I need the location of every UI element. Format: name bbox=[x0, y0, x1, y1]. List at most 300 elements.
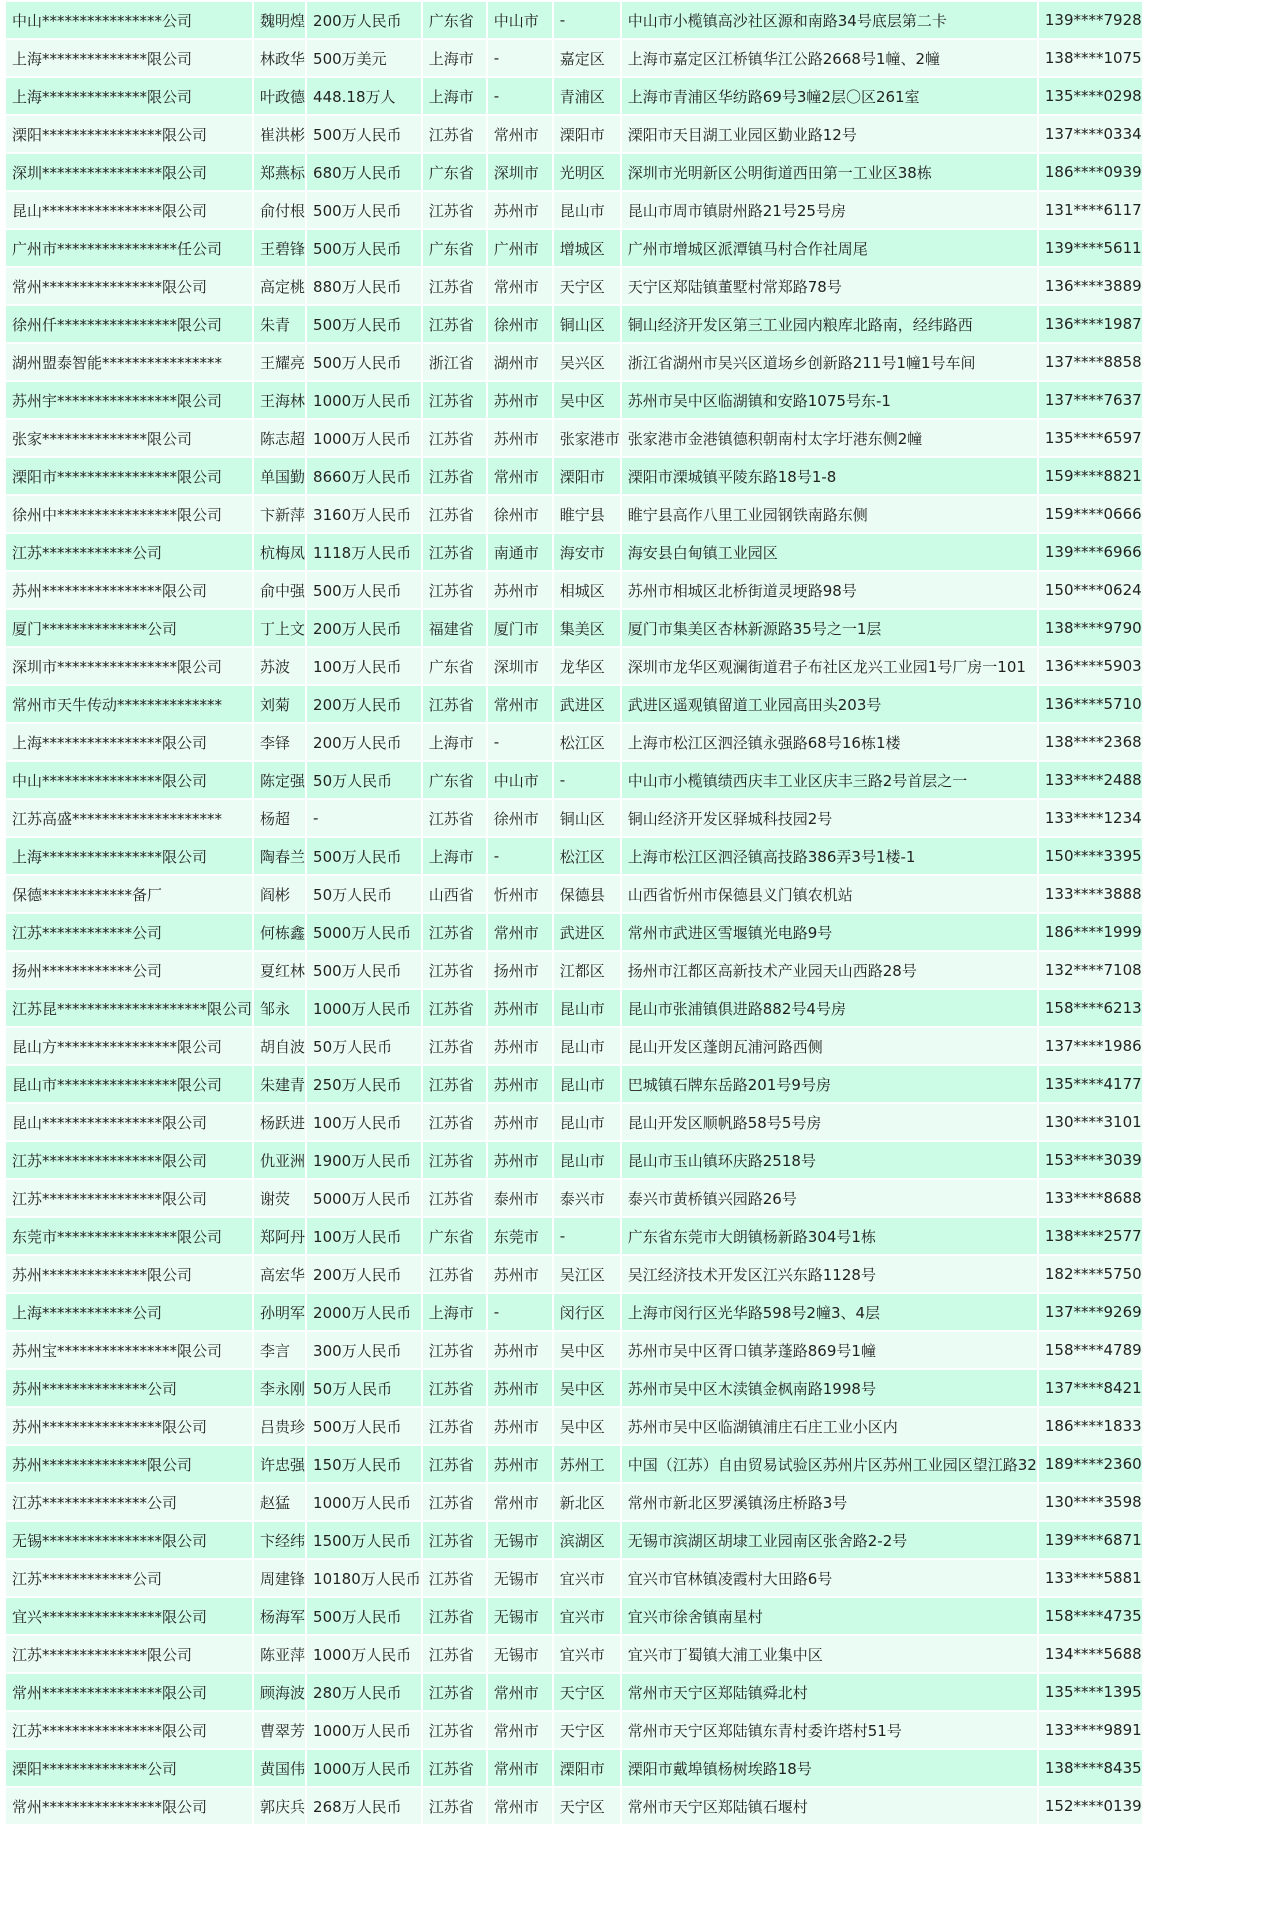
district-cell: 昆山市 bbox=[554, 192, 620, 228]
city-cell: 常州市 bbox=[488, 686, 552, 722]
company-name-cell: 湖州盟泰智能**************** bbox=[6, 344, 252, 380]
district-cell: 松江区 bbox=[554, 724, 620, 760]
registered-capital-cell: 500万人民币 bbox=[307, 116, 421, 152]
legal-rep-cell: 杨海军 bbox=[254, 1598, 305, 1634]
company-name-cell: 溧阳**************公司 bbox=[6, 1750, 252, 1786]
registered-capital-cell: 200万人民币 bbox=[307, 610, 421, 646]
legal-rep-cell: 杨跃进 bbox=[254, 1104, 305, 1140]
district-cell: 昆山市 bbox=[554, 1104, 620, 1140]
registered-capital-cell: 200万人民币 bbox=[307, 2, 421, 38]
company-name-cell: 苏州****************限公司 bbox=[6, 572, 252, 608]
registered-capital-cell: 100万人民币 bbox=[307, 648, 421, 684]
city-cell: 徐州市 bbox=[488, 496, 552, 532]
address-cell: 常州市天宁区郑陆镇石堰村 bbox=[622, 1788, 1037, 1824]
address-cell: 上海市松江区泗泾镇高技路386弄3号1楼-1 bbox=[622, 838, 1037, 874]
registered-capital-cell: 50万人民币 bbox=[307, 1370, 421, 1406]
registered-capital-cell: 1000万人民币 bbox=[307, 1712, 421, 1748]
district-cell: 泰兴市 bbox=[554, 1180, 620, 1216]
province-cell: 江苏省 bbox=[423, 1332, 486, 1368]
city-cell: 东莞市 bbox=[488, 1218, 552, 1254]
company-name-cell: 苏州****************限公司 bbox=[6, 1408, 252, 1444]
registered-capital-cell: - bbox=[307, 800, 421, 836]
legal-rep-cell: 郑阿丹 bbox=[254, 1218, 305, 1254]
company-name-cell: 上海**************限公司 bbox=[6, 78, 252, 114]
legal-rep-cell: 郑燕标 bbox=[254, 154, 305, 190]
table-row bbox=[6, 268, 1142, 304]
province-cell: 江苏省 bbox=[423, 1788, 486, 1824]
company-name-cell: 溧阳****************限公司 bbox=[6, 116, 252, 152]
phone-cell: 136****5903 bbox=[1039, 648, 1142, 684]
legal-rep-cell: 李言 bbox=[254, 1332, 305, 1368]
company-name-cell: 苏州**************限公司 bbox=[6, 1446, 252, 1482]
company-name-cell: 无锡****************限公司 bbox=[6, 1522, 252, 1558]
table-row bbox=[6, 496, 1142, 532]
province-cell: 江苏省 bbox=[423, 990, 486, 1026]
phone-cell: 138****2577 bbox=[1039, 1218, 1142, 1254]
province-cell: 江苏省 bbox=[423, 1674, 486, 1710]
table-row bbox=[6, 1522, 1142, 1558]
address-cell: 昆山开发区顺帆路58号5号房 bbox=[622, 1104, 1037, 1140]
table-row bbox=[6, 1028, 1142, 1064]
table-row bbox=[6, 382, 1142, 418]
address-cell: 浙江省湖州市吴兴区道场乡创新路211号1幢1号车间 bbox=[622, 344, 1037, 380]
phone-cell: 135****6597 bbox=[1039, 420, 1142, 456]
province-cell: 广东省 bbox=[423, 230, 486, 266]
district-cell: 昆山市 bbox=[554, 990, 620, 1026]
company-name-cell: 苏州**************公司 bbox=[6, 1370, 252, 1406]
registered-capital-cell: 500万人民币 bbox=[307, 952, 421, 988]
legal-rep-cell: 邹永 bbox=[254, 990, 305, 1026]
phone-cell: 135****4177 bbox=[1039, 1066, 1142, 1102]
table-row bbox=[6, 686, 1142, 722]
table-row bbox=[6, 458, 1142, 494]
company-name-cell: 苏州**************限公司 bbox=[6, 1256, 252, 1292]
district-cell: 宜兴市 bbox=[554, 1560, 620, 1596]
phone-cell: 133****1234 bbox=[1039, 800, 1142, 836]
district-cell: - bbox=[554, 1218, 620, 1254]
phone-cell: 130****3101 bbox=[1039, 1104, 1142, 1140]
city-cell: 苏州市 bbox=[488, 1370, 552, 1406]
legal-rep-cell: 卞新萍 bbox=[254, 496, 305, 532]
address-cell: 苏州市相城区北桥街道灵埂路98号 bbox=[622, 572, 1037, 608]
phone-cell: 189****2360 bbox=[1039, 1446, 1142, 1482]
province-cell: 广东省 bbox=[423, 154, 486, 190]
phone-cell: 139****6871 bbox=[1039, 1522, 1142, 1558]
table-row bbox=[6, 1294, 1142, 1330]
company-name-cell: 昆山****************限公司 bbox=[6, 192, 252, 228]
province-cell: 江苏省 bbox=[423, 1142, 486, 1178]
province-cell: 上海市 bbox=[423, 1294, 486, 1330]
province-cell: 江苏省 bbox=[423, 1256, 486, 1292]
phone-cell: 133****9891 bbox=[1039, 1712, 1142, 1748]
company-name-cell: 江苏**************公司 bbox=[6, 1484, 252, 1520]
province-cell: 江苏省 bbox=[423, 382, 486, 418]
company-name-cell: 徐州仟****************限公司 bbox=[6, 306, 252, 342]
province-cell: 浙江省 bbox=[423, 344, 486, 380]
phone-cell: 150****3395 bbox=[1039, 838, 1142, 874]
table-row bbox=[6, 800, 1142, 836]
legal-rep-cell: 杨超 bbox=[254, 800, 305, 836]
phone-cell: 133****3888 bbox=[1039, 876, 1142, 912]
district-cell: 增城区 bbox=[554, 230, 620, 266]
table-row bbox=[6, 838, 1142, 874]
company-name-cell: 苏州宝****************限公司 bbox=[6, 1332, 252, 1368]
city-cell: 苏州市 bbox=[488, 1066, 552, 1102]
phone-cell: 133****2488 bbox=[1039, 762, 1142, 798]
registered-capital-cell: 500万人民币 bbox=[307, 344, 421, 380]
registered-capital-cell: 50万人民币 bbox=[307, 762, 421, 798]
address-cell: 无锡市滨湖区胡埭工业园南区张舍路2-2号 bbox=[622, 1522, 1037, 1558]
table-row bbox=[6, 990, 1142, 1026]
district-cell: 天宁区 bbox=[554, 1674, 620, 1710]
address-cell: 巴城镇石牌东岳路201号9号房 bbox=[622, 1066, 1037, 1102]
city-cell: 中山市 bbox=[488, 2, 552, 38]
company-name-cell: 东莞市****************限公司 bbox=[6, 1218, 252, 1254]
district-cell: 闵行区 bbox=[554, 1294, 620, 1330]
table-row bbox=[6, 762, 1142, 798]
province-cell: 江苏省 bbox=[423, 1484, 486, 1520]
legal-rep-cell: 仇亚洲 bbox=[254, 1142, 305, 1178]
table-row bbox=[6, 952, 1142, 988]
province-cell: 江苏省 bbox=[423, 1598, 486, 1634]
company-name-cell: 常州市天牛传动************** bbox=[6, 686, 252, 722]
legal-rep-cell: 王碧锋 bbox=[254, 230, 305, 266]
address-cell: 广州市增城区派潭镇马村合作社周尾 bbox=[622, 230, 1037, 266]
district-cell: 溧阳市 bbox=[554, 116, 620, 152]
phone-cell: 153****3039 bbox=[1039, 1142, 1142, 1178]
company-name-cell: 江苏**************限公司 bbox=[6, 1636, 252, 1672]
company-name-cell: 溧阳市****************限公司 bbox=[6, 458, 252, 494]
district-cell: 溧阳市 bbox=[554, 1750, 620, 1786]
address-cell: 宜兴市徐舍镇南星村 bbox=[622, 1598, 1037, 1634]
city-cell: 苏州市 bbox=[488, 990, 552, 1026]
legal-rep-cell: 阎彬 bbox=[254, 876, 305, 912]
address-cell: 厦门市集美区杏林新源路35号之一1层 bbox=[622, 610, 1037, 646]
province-cell: 江苏省 bbox=[423, 1104, 486, 1140]
legal-rep-cell: 刘菊 bbox=[254, 686, 305, 722]
registered-capital-cell: 3160万人民币 bbox=[307, 496, 421, 532]
table-row bbox=[6, 40, 1142, 76]
city-cell: 常州市 bbox=[488, 1788, 552, 1824]
company-name-cell: 深圳****************限公司 bbox=[6, 154, 252, 190]
address-cell: 昆山市张浦镇俱进路882号4号房 bbox=[622, 990, 1037, 1026]
province-cell: 江苏省 bbox=[423, 1560, 486, 1596]
province-cell: 山西省 bbox=[423, 876, 486, 912]
registered-capital-cell: 2000万人民币 bbox=[307, 1294, 421, 1330]
phone-cell: 158****6213 bbox=[1039, 990, 1142, 1026]
phone-cell: 137****1986 bbox=[1039, 1028, 1142, 1064]
legal-rep-cell: 魏明煌 bbox=[254, 2, 305, 38]
address-cell: 宜兴市官林镇凌霞村大田路6号 bbox=[622, 1560, 1037, 1596]
city-cell: 深圳市 bbox=[488, 648, 552, 684]
registered-capital-cell: 500万人民币 bbox=[307, 572, 421, 608]
city-cell: 广州市 bbox=[488, 230, 552, 266]
registered-capital-cell: 50万人民币 bbox=[307, 876, 421, 912]
legal-rep-cell: 李铎 bbox=[254, 724, 305, 760]
province-cell: 江苏省 bbox=[423, 1408, 486, 1444]
registered-capital-cell: 500万美元 bbox=[307, 40, 421, 76]
phone-cell: 138****1075 bbox=[1039, 40, 1142, 76]
phone-cell: 135****0298 bbox=[1039, 78, 1142, 114]
phone-cell: 139****6966 bbox=[1039, 534, 1142, 570]
table-row bbox=[6, 914, 1142, 950]
city-cell: 厦门市 bbox=[488, 610, 552, 646]
city-cell: - bbox=[488, 1294, 552, 1330]
district-cell: 宜兴市 bbox=[554, 1636, 620, 1672]
phone-cell: 134****5688 bbox=[1039, 1636, 1142, 1672]
district-cell: 保德县 bbox=[554, 876, 620, 912]
legal-rep-cell: 谢荧 bbox=[254, 1180, 305, 1216]
district-cell: 吴中区 bbox=[554, 1408, 620, 1444]
legal-rep-cell: 陈亚萍 bbox=[254, 1636, 305, 1672]
table-row bbox=[6, 1560, 1142, 1596]
district-cell: 武进区 bbox=[554, 914, 620, 950]
registered-capital-cell: 8660万人民币 bbox=[307, 458, 421, 494]
phone-cell: 131****6117 bbox=[1039, 192, 1142, 228]
phone-cell: 137****8858 bbox=[1039, 344, 1142, 380]
province-cell: 广东省 bbox=[423, 1218, 486, 1254]
province-cell: 江苏省 bbox=[423, 800, 486, 836]
table-row bbox=[6, 1370, 1142, 1406]
district-cell: 吴兴区 bbox=[554, 344, 620, 380]
city-cell: 无锡市 bbox=[488, 1560, 552, 1596]
province-cell: 广东省 bbox=[423, 648, 486, 684]
legal-rep-cell: 曹翠芳 bbox=[254, 1712, 305, 1748]
address-cell: 溧阳市溧城镇平陵东路18号1-8 bbox=[622, 458, 1037, 494]
company-name-cell: 江苏****************限公司 bbox=[6, 1712, 252, 1748]
registered-capital-cell: 448.18万人 bbox=[307, 78, 421, 114]
city-cell: 苏州市 bbox=[488, 572, 552, 608]
company-name-cell: 深圳市****************限公司 bbox=[6, 648, 252, 684]
legal-rep-cell: 崔洪彬 bbox=[254, 116, 305, 152]
table-row bbox=[6, 1788, 1142, 1824]
phone-cell: 158****4789 bbox=[1039, 1332, 1142, 1368]
address-cell: 深圳市龙华区观澜街道君子布社区龙兴工业园1号厂房一101 bbox=[622, 648, 1037, 684]
company-name-cell: 苏州宇****************限公司 bbox=[6, 382, 252, 418]
legal-rep-cell: 周建锋 bbox=[254, 1560, 305, 1596]
address-cell: 吴江经济技术开发区江兴东路1128号 bbox=[622, 1256, 1037, 1292]
registered-capital-cell: 10180万人民币 bbox=[307, 1560, 421, 1596]
district-cell: 睢宁县 bbox=[554, 496, 620, 532]
province-cell: 江苏省 bbox=[423, 1522, 486, 1558]
table-row bbox=[6, 1484, 1142, 1520]
registered-capital-cell: 200万人民币 bbox=[307, 724, 421, 760]
city-cell: 苏州市 bbox=[488, 1408, 552, 1444]
registered-capital-cell: 100万人民币 bbox=[307, 1218, 421, 1254]
phone-cell: 135****1395 bbox=[1039, 1674, 1142, 1710]
legal-rep-cell: 卞经纬 bbox=[254, 1522, 305, 1558]
legal-rep-cell: 杭梅凤 bbox=[254, 534, 305, 570]
company-table bbox=[4, 0, 1144, 1826]
phone-cell: 138****9790 bbox=[1039, 610, 1142, 646]
table-row bbox=[6, 1712, 1142, 1748]
district-cell: 天宁区 bbox=[554, 1788, 620, 1824]
phone-cell: 186****1833 bbox=[1039, 1408, 1142, 1444]
phone-cell: 137****9269 bbox=[1039, 1294, 1142, 1330]
registered-capital-cell: 250万人民币 bbox=[307, 1066, 421, 1102]
address-cell: 中山市小榄镇高沙社区源和南路34号底层第二卡 bbox=[622, 2, 1037, 38]
table-row bbox=[6, 1408, 1142, 1444]
city-cell: 无锡市 bbox=[488, 1522, 552, 1558]
legal-rep-cell: 单国勤 bbox=[254, 458, 305, 494]
registered-capital-cell: 680万人民币 bbox=[307, 154, 421, 190]
company-name-cell: 厦门**************公司 bbox=[6, 610, 252, 646]
phone-cell: 132****7108 bbox=[1039, 952, 1142, 988]
legal-rep-cell: 王海林 bbox=[254, 382, 305, 418]
legal-rep-cell: 朱青 bbox=[254, 306, 305, 342]
company-name-cell: 上海**************限公司 bbox=[6, 40, 252, 76]
table-row bbox=[6, 610, 1142, 646]
city-cell: 扬州市 bbox=[488, 952, 552, 988]
address-cell: 上海市闵行区光华路598号2幢3、4层 bbox=[622, 1294, 1037, 1330]
district-cell: 吴中区 bbox=[554, 1332, 620, 1368]
address-cell: 上海市嘉定区江桥镇华江公路2668号1幢、2幢 bbox=[622, 40, 1037, 76]
district-cell: 苏州工 bbox=[554, 1446, 620, 1482]
city-cell: 常州市 bbox=[488, 1484, 552, 1520]
district-cell: 光明区 bbox=[554, 154, 620, 190]
legal-rep-cell: 郭庆兵 bbox=[254, 1788, 305, 1824]
address-cell: 昆山市玉山镇环庆路2518号 bbox=[622, 1142, 1037, 1178]
address-cell: 铜山经济开发区第三工业园内粮库北路南，经纬路西 bbox=[622, 306, 1037, 342]
district-cell: 宜兴市 bbox=[554, 1598, 620, 1634]
company-name-cell: 昆山市****************限公司 bbox=[6, 1066, 252, 1102]
table-row bbox=[6, 1180, 1142, 1216]
table-row bbox=[6, 154, 1142, 190]
table-row bbox=[6, 724, 1142, 760]
city-cell: 苏州市 bbox=[488, 1028, 552, 1064]
phone-cell: 186****1999 bbox=[1039, 914, 1142, 950]
phone-cell: 136****3889 bbox=[1039, 268, 1142, 304]
province-cell: 江苏省 bbox=[423, 1370, 486, 1406]
province-cell: 江苏省 bbox=[423, 534, 486, 570]
phone-cell: 182****5750 bbox=[1039, 1256, 1142, 1292]
city-cell: - bbox=[488, 40, 552, 76]
city-cell: 苏州市 bbox=[488, 192, 552, 228]
registered-capital-cell: 100万人民币 bbox=[307, 1104, 421, 1140]
table-body bbox=[6, 2, 1142, 1824]
province-cell: 广东省 bbox=[423, 2, 486, 38]
table-row bbox=[6, 648, 1142, 684]
district-cell: 相城区 bbox=[554, 572, 620, 608]
phone-cell: 133****5881 bbox=[1039, 1560, 1142, 1596]
phone-cell: 133****8688 bbox=[1039, 1180, 1142, 1216]
phone-cell: 158****4735 bbox=[1039, 1598, 1142, 1634]
address-cell: 常州市武进区雪堰镇光电路9号 bbox=[622, 914, 1037, 950]
city-cell: 苏州市 bbox=[488, 1446, 552, 1482]
registered-capital-cell: 1118万人民币 bbox=[307, 534, 421, 570]
address-cell: 深圳市光明新区公明街道西田第一工业区38栋 bbox=[622, 154, 1037, 190]
address-cell: 广东省东莞市大朗镇杨新路304号1栋 bbox=[622, 1218, 1037, 1254]
company-name-cell: 昆山****************限公司 bbox=[6, 1104, 252, 1140]
registered-capital-cell: 300万人民币 bbox=[307, 1332, 421, 1368]
city-cell: - bbox=[488, 838, 552, 874]
address-cell: 苏州市吴中区临湖镇和安路1075号东-1 bbox=[622, 382, 1037, 418]
city-cell: - bbox=[488, 78, 552, 114]
company-name-cell: 常州****************限公司 bbox=[6, 1674, 252, 1710]
address-cell: 中山市小榄镇绩西庆丰工业区庆丰三路2号首层之一 bbox=[622, 762, 1037, 798]
district-cell: 海安市 bbox=[554, 534, 620, 570]
city-cell: 苏州市 bbox=[488, 420, 552, 456]
address-cell: 溧阳市戴埠镇杨树埃路18号 bbox=[622, 1750, 1037, 1786]
city-cell: 泰州市 bbox=[488, 1180, 552, 1216]
address-cell: 苏州市吴中区胥口镇茅蓬路869号1幢 bbox=[622, 1332, 1037, 1368]
address-cell: 扬州市江都区高新技术产业园天山西路28号 bbox=[622, 952, 1037, 988]
legal-rep-cell: 叶政德 bbox=[254, 78, 305, 114]
province-cell: 广东省 bbox=[423, 762, 486, 798]
legal-rep-cell: 顾海波 bbox=[254, 1674, 305, 1710]
legal-rep-cell: 高宏华 bbox=[254, 1256, 305, 1292]
table-row bbox=[6, 1142, 1142, 1178]
legal-rep-cell: 何栋鑫 bbox=[254, 914, 305, 950]
registered-capital-cell: 5000万人民币 bbox=[307, 1180, 421, 1216]
address-cell: 海安县白甸镇工业园区 bbox=[622, 534, 1037, 570]
district-cell: 武进区 bbox=[554, 686, 620, 722]
legal-rep-cell: 林政华 bbox=[254, 40, 305, 76]
registered-capital-cell: 880万人民币 bbox=[307, 268, 421, 304]
district-cell: 昆山市 bbox=[554, 1142, 620, 1178]
district-cell: 松江区 bbox=[554, 838, 620, 874]
table-row bbox=[6, 1256, 1142, 1292]
address-cell: 天宁区郑陆镇董墅村常郑路78号 bbox=[622, 268, 1037, 304]
district-cell: 溧阳市 bbox=[554, 458, 620, 494]
registered-capital-cell: 1000万人民币 bbox=[307, 1636, 421, 1672]
district-cell: 新北区 bbox=[554, 1484, 620, 1520]
legal-rep-cell: 王耀亮 bbox=[254, 344, 305, 380]
phone-cell: 137****0334 bbox=[1039, 116, 1142, 152]
address-cell: 常州市天宁区郑陆镇舜北村 bbox=[622, 1674, 1037, 1710]
province-cell: 江苏省 bbox=[423, 572, 486, 608]
table-row bbox=[6, 1446, 1142, 1482]
company-name-cell: 扬州************公司 bbox=[6, 952, 252, 988]
address-cell: 泰兴市黄桥镇兴园路26号 bbox=[622, 1180, 1037, 1216]
legal-rep-cell: 陈志超 bbox=[254, 420, 305, 456]
table-row bbox=[6, 1598, 1142, 1634]
legal-rep-cell: 陶春兰 bbox=[254, 838, 305, 874]
phone-cell: 159****8821 bbox=[1039, 458, 1142, 494]
district-cell: 天宁区 bbox=[554, 1712, 620, 1748]
registered-capital-cell: 50万人民币 bbox=[307, 1028, 421, 1064]
district-cell: 嘉定区 bbox=[554, 40, 620, 76]
table-row bbox=[6, 1636, 1142, 1672]
district-cell: 昆山市 bbox=[554, 1066, 620, 1102]
address-cell: 上海市青浦区华纺路69号3幢2层〇区261室 bbox=[622, 78, 1037, 114]
city-cell: 常州市 bbox=[488, 116, 552, 152]
city-cell: 苏州市 bbox=[488, 1104, 552, 1140]
district-cell: 吴中区 bbox=[554, 1370, 620, 1406]
table-row bbox=[6, 876, 1142, 912]
registered-capital-cell: 150万人民币 bbox=[307, 1446, 421, 1482]
district-cell: 铜山区 bbox=[554, 800, 620, 836]
table-row bbox=[6, 534, 1142, 570]
table-row bbox=[6, 1066, 1142, 1102]
table-row bbox=[6, 116, 1142, 152]
company-name-cell: 江苏************公司 bbox=[6, 1560, 252, 1596]
province-cell: 江苏省 bbox=[423, 1066, 486, 1102]
table-row bbox=[6, 420, 1142, 456]
address-cell: 张家港市金港镇德积朝南村太字圩港东侧2幢 bbox=[622, 420, 1037, 456]
city-cell: 徐州市 bbox=[488, 800, 552, 836]
company-name-cell: 保德************备厂 bbox=[6, 876, 252, 912]
province-cell: 江苏省 bbox=[423, 1446, 486, 1482]
city-cell: 无锡市 bbox=[488, 1636, 552, 1672]
registered-capital-cell: 1000万人民币 bbox=[307, 1484, 421, 1520]
registered-capital-cell: 268万人民币 bbox=[307, 1788, 421, 1824]
company-name-cell: 中山****************限公司 bbox=[6, 762, 252, 798]
table-row bbox=[6, 1750, 1142, 1786]
province-cell: 福建省 bbox=[423, 610, 486, 646]
company-name-cell: 广州市****************任公司 bbox=[6, 230, 252, 266]
province-cell: 江苏省 bbox=[423, 306, 486, 342]
